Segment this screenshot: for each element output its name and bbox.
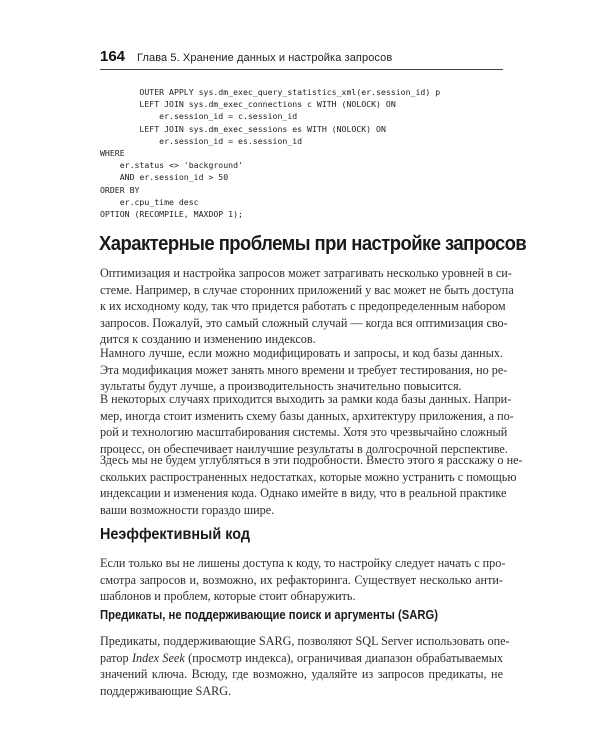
section-paragraph-2 — [100, 345, 508, 395]
text-line: смотра запросов и, возможно, их рефакторинга. Существует несколько анти- — [100, 572, 503, 587]
text-line: рой и технологию масштабирования системы. Хотя это чрезвычайно сложный — [100, 425, 508, 440]
text-line: мер, иногда стоит изменить схему базы данных, архитектуру приложения, а по- — [100, 408, 514, 423]
code-line: ORDER BY — [100, 184, 140, 195]
text-line: скольких распространенных недостатках, которые можно устранить с помощью — [100, 469, 517, 484]
text-line: Эта модификация может занять много времени и требует тестирования, но ре- — [100, 362, 508, 377]
code-line: LEFT JOIN sys.dm_exec_sessions es WITH (NOLOCK) ON — [100, 123, 386, 134]
text-line: Намного лучше, если можно модифицировать и запросы, и код базы данных. — [100, 346, 503, 360]
sql-code-block — [100, 86, 440, 220]
code-line: er.cpu_time desc — [100, 196, 199, 207]
text-line — [100, 650, 503, 667]
text-line: Оптимизация и настройка запросов может затрагивать несколько уровней в си- — [100, 266, 512, 280]
text-line: дится к созданию и изменению индексов. — [100, 332, 316, 347]
text-line: индексации и изменения кода. Однако имейте в виду, что в реальной практике — [100, 486, 507, 501]
code-line: OPTION (RECOMPILE, MAXDOP 1); — [100, 209, 243, 220]
section-heading: Характерные проблемы при настройке запросов — [99, 232, 527, 255]
code-line: er.session_id = es.session_id — [100, 135, 303, 146]
text-line: Здесь мы не будем углубляться в эти подробности. Вместо этого я расскажу о не- — [100, 453, 523, 467]
text-line: ваши возможности гораздо шире. — [100, 502, 275, 517]
section-paragraph-1 — [100, 265, 514, 348]
subsubsection-paragraph — [100, 633, 510, 699]
index-seek-term: Index Seek — [131, 650, 185, 665]
text-line: к их исходному коду, так что придется работать с предопределенным набором — [100, 299, 506, 314]
subsection-paragraph — [100, 555, 506, 605]
chapter-title: Глава 5. Хранение данных и настройка запросов — [137, 52, 393, 64]
code-line: LEFT JOIN sys.dm_exec_connections c WITH (NOLOCK) ON — [100, 99, 396, 110]
subsection-heading: Неэффективный код — [100, 526, 250, 543]
text-line: Предикаты, поддерживающие SARG, позволяют SQL Server использовать опе- — [100, 634, 510, 648]
text-line: В некоторых случаях приходится выходить за рамки кода базы данных. Напри- — [100, 392, 512, 406]
code-line: WHERE — [100, 148, 125, 159]
code-line: er.session_id = c.session_id — [100, 111, 298, 122]
text-fragment: (просмотр индекса), ограничивая диапазон обрабатываемых — [184, 650, 503, 665]
text-line: запросов. Пожалуй, это самый сложный случай — когда вся оптимизация сво- — [100, 315, 508, 330]
text-line: зультаты будут лучше, а производительность значительно повысится. — [100, 379, 462, 394]
text-line: стеме. Например, в случае сторонних приложений у вас может не быть доступа — [100, 282, 514, 297]
text-line: Если только вы не лишены доступа к коду, то настройку следует начать с про- — [100, 556, 506, 570]
code-line: AND er.session_id > 50 — [100, 172, 229, 183]
text-line: процесс, он обеспечивает наилучшие результаты в долгосрочной перспективе. — [100, 441, 508, 456]
running-header — [100, 48, 503, 70]
text-line: шаблонов и проблем, которые стоит обнаружить. — [100, 589, 356, 604]
code-line: OUTER APPLY sys.dm_exec_query_statistics_xml(er.session_id) p — [100, 87, 441, 97]
page-number: 164 — [100, 48, 126, 65]
section-paragraph-3 — [100, 391, 514, 457]
text-fragment: ратор — [100, 650, 132, 665]
text-line: поддерживающие SARG. — [100, 683, 232, 698]
section-paragraph-4 — [100, 452, 523, 518]
text-line: значений ключа. Всюду, где возможно, удаляйте из запросов предикаты, не — [100, 667, 503, 682]
subsubsection-heading: Предикаты, не поддерживающие поиск и аргументы (SARG) — [100, 608, 438, 622]
code-line: er.status <> 'background' — [100, 160, 243, 171]
